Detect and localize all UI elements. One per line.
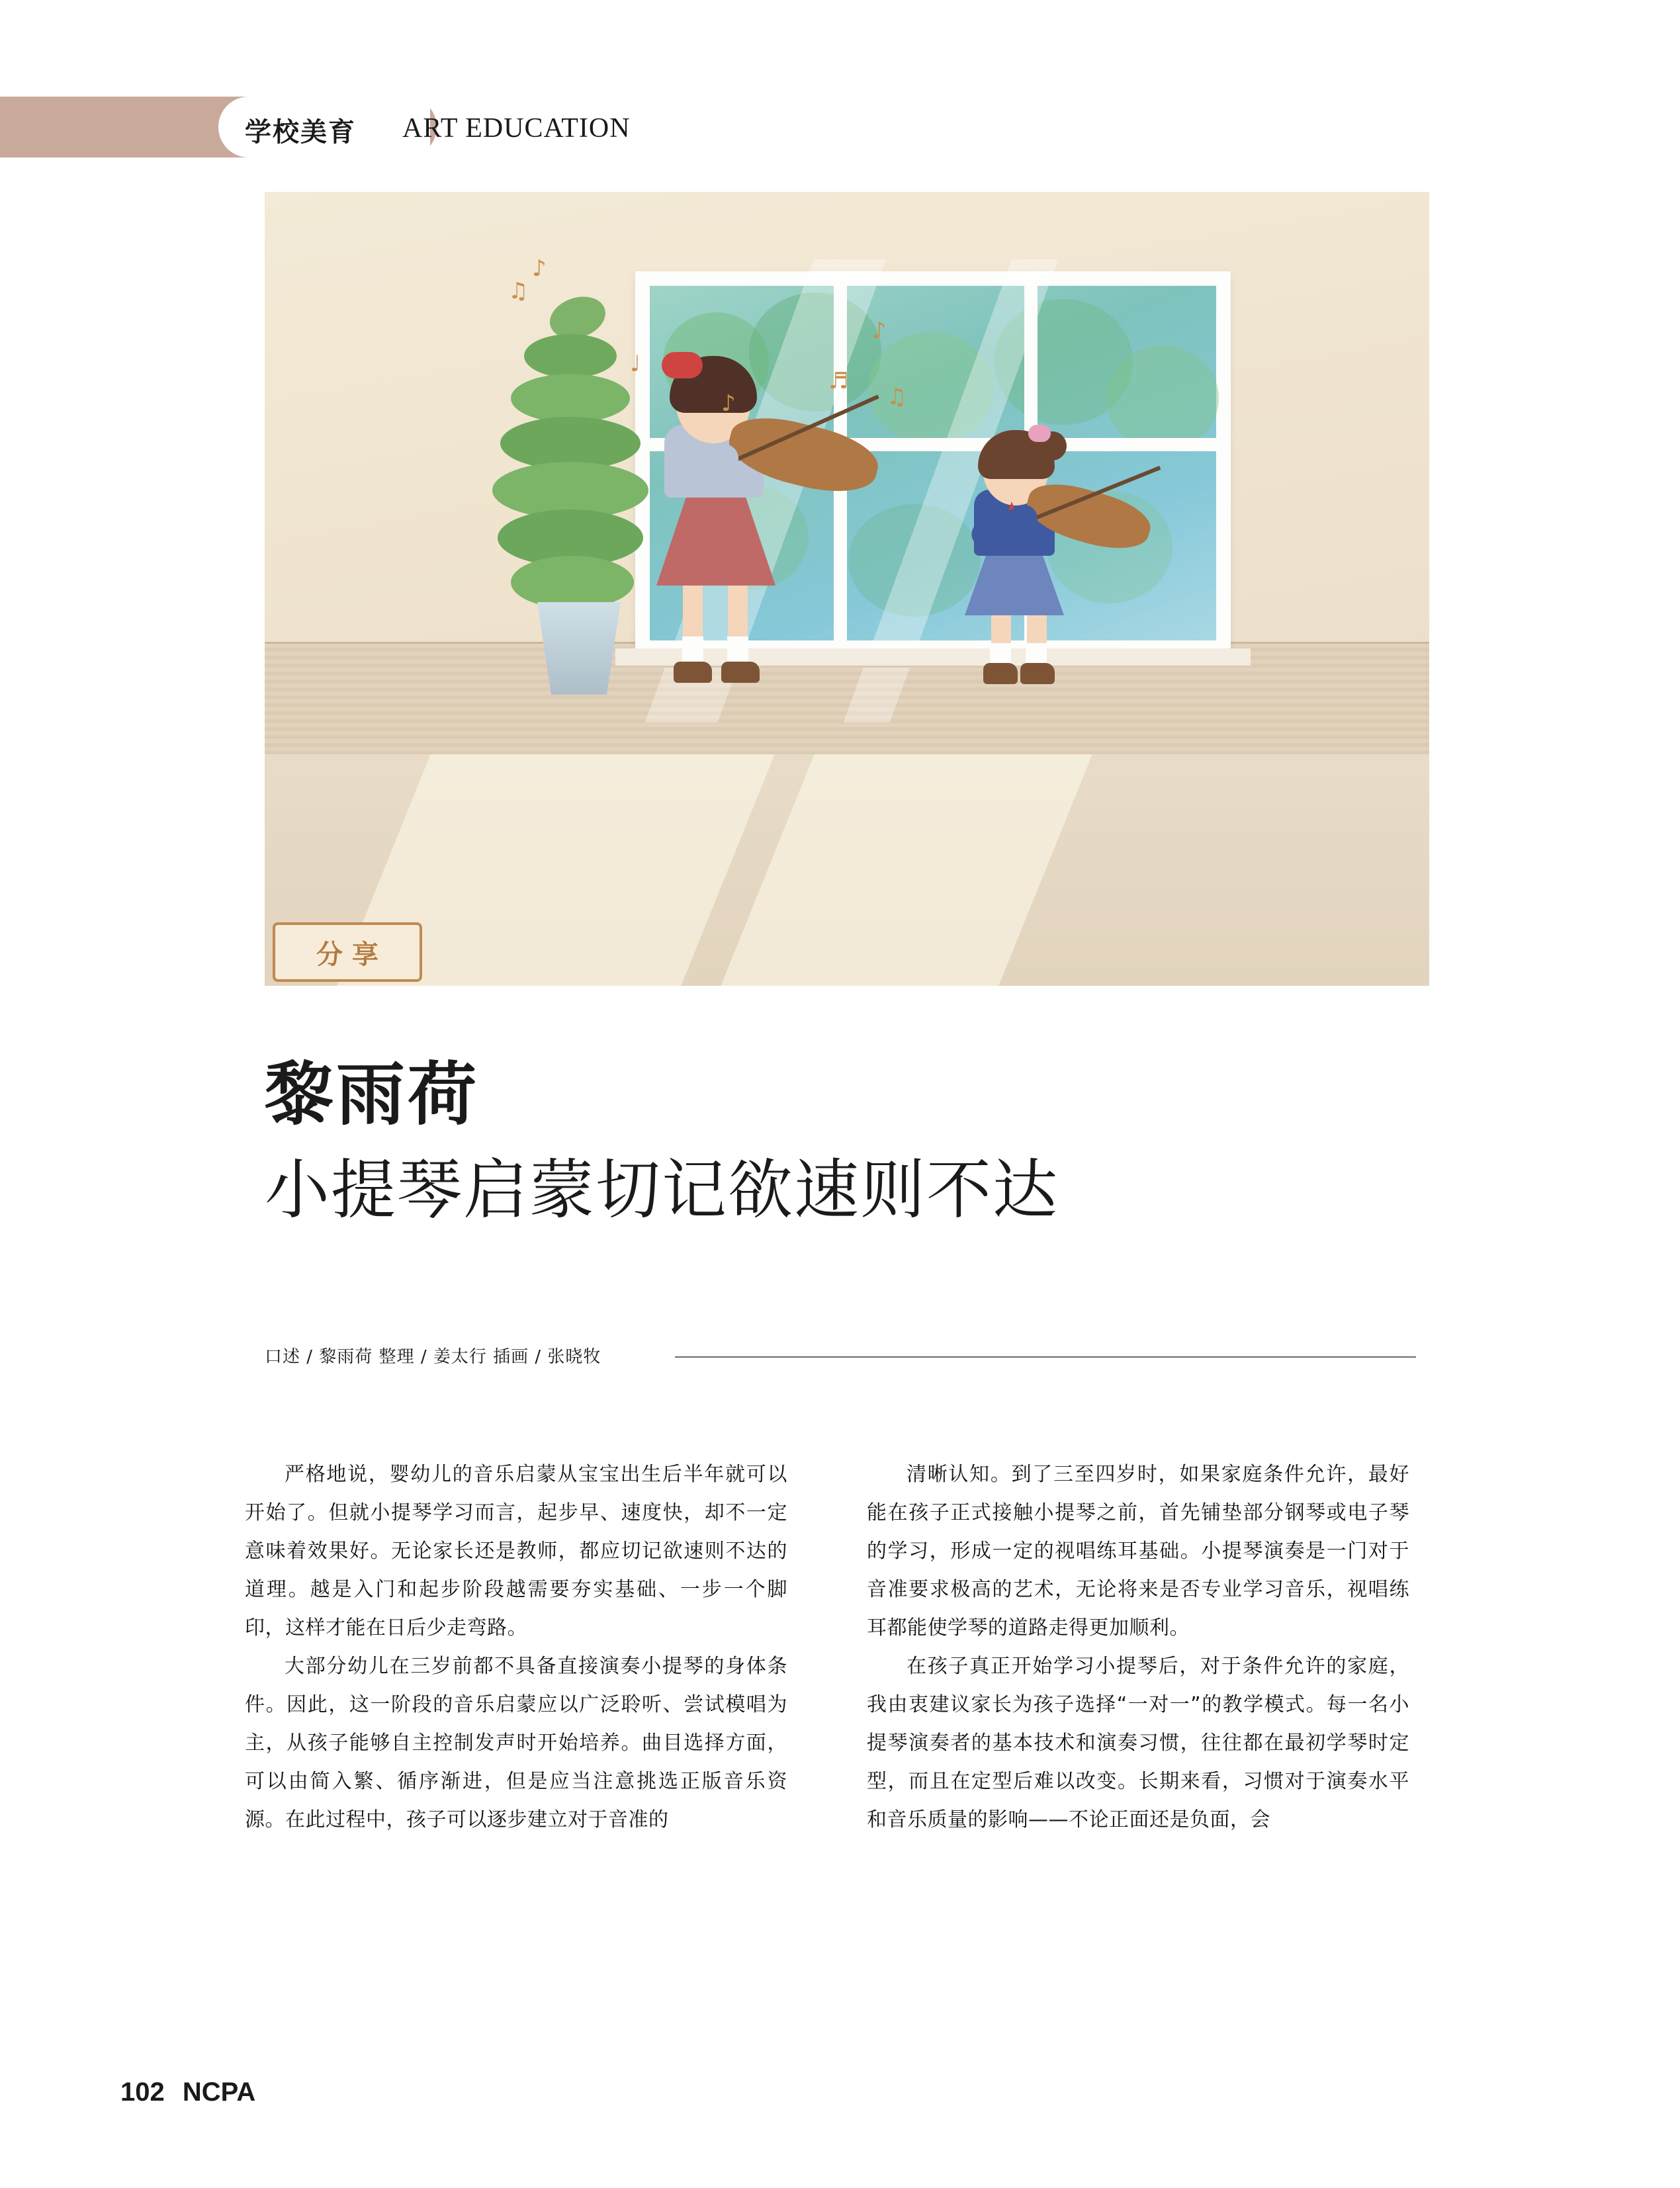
hair-bow xyxy=(662,352,703,378)
share-badge-label: 分享 xyxy=(316,939,388,970)
page-header xyxy=(0,97,695,157)
body-column-left xyxy=(245,1456,787,1839)
header-ribbon-tail xyxy=(0,97,73,157)
publication-name: NCPA xyxy=(182,2078,256,2107)
article-illustration xyxy=(265,192,1429,986)
music-note-icon: ♫ xyxy=(887,384,907,410)
hair-tie xyxy=(1028,425,1051,442)
music-note-icon: ♪ xyxy=(872,318,887,344)
section-label-cn: 学校美育 xyxy=(245,117,356,148)
music-note-icon: ♬ xyxy=(828,368,849,394)
section-label-en: ART EDUCATION xyxy=(402,113,631,144)
byline-rule xyxy=(675,1356,1416,1358)
page-number: 102 xyxy=(120,2078,165,2107)
music-note-icon: ♩ xyxy=(630,351,641,377)
music-note-icon: ♫ xyxy=(508,278,529,304)
byline: 口述 / 黎雨荷 整理 / 姜太行 插画 / 张晓牧 xyxy=(265,1347,601,1367)
article-headline: 小提琴启蒙切记欲速则不达 xyxy=(265,1153,1059,1228)
paragraph: 在孩子真正开始学习小提琴后，对于条件允许的家庭，我由衷建议家长为孩子选择“一对一”的教学模式。每一名小提琴演奏者的基本技术和演奏习惯，往往都在最初学琴时定型，而且在定型后难以改变。长期来看，习惯对于演奏水平和音乐质量的影响——不论正面还是负面，会 xyxy=(867,1655,1409,1831)
paragraph: 大部分幼儿在三岁前都不具备直接演奏小提琴的身体条件。因此，这一阶段的音乐启蒙应以广泛聆听、尝试模唱为主，从孩子能够自主控制发声时开始培养。曲目选择方面，可以由简入繁、循序渐进，但是应当注意挑选正版音乐资源。在此过程中，孩子可以逐步建立对于音准的 xyxy=(245,1655,787,1831)
window-sill xyxy=(615,648,1251,668)
page-footer xyxy=(120,2078,255,2107)
body-column-right xyxy=(867,1456,1409,1839)
music-note-icon: ♪ xyxy=(532,255,547,282)
paragraph: 清晰认知。到了三至四岁时，如果家庭条件允许，最好能在孩子正式接触小提琴之前，首先铺垫部分钢琴或电子琴的学习，形成一定的视唱练耳基础。小提琴演奏是一门对于音准要求极高的艺术，无论将来是否专业学习音乐，视唱练耳都能使学琴的道路走得更加顺利。 xyxy=(867,1463,1409,1640)
share-badge xyxy=(273,922,422,982)
music-note-icon: ♪ xyxy=(721,390,736,417)
author-name: 黎雨荷 xyxy=(265,1054,480,1135)
paragraph: 严格地说，婴幼儿的音乐启蒙从宝宝出生后半年就可以开始了。但就小提琴学习而言，起步早、速度快，却不一定意味着效果好。无论家长还是教师，都应切记欲速则不达的道理。越是入门和起步阶段越需要夯实基础、一步一个脚印，这样才能在日后少走弯路。 xyxy=(245,1463,787,1640)
